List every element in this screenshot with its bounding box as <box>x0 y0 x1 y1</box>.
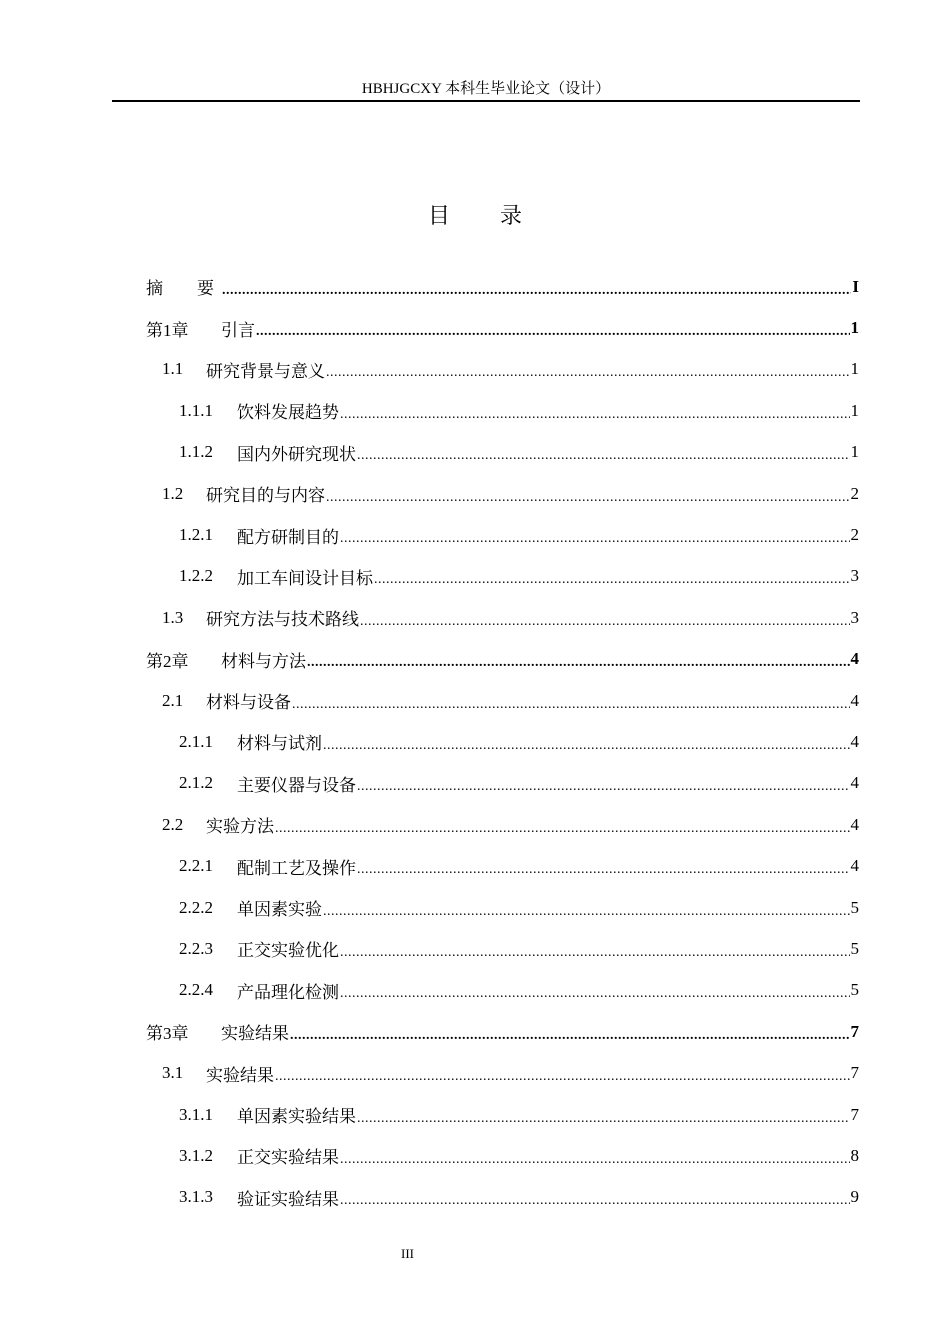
toc-entry-title: 国内外研究现状 <box>237 444 356 464</box>
toc-entry-number: 1.3 <box>162 607 184 627</box>
page-number: III <box>401 1246 414 1261</box>
toc-dot-leader <box>340 527 850 547</box>
toc-entry-page: 4 <box>850 773 859 793</box>
header-divider <box>112 100 860 102</box>
toc-dot-leader <box>323 734 850 754</box>
toc-dot-leader <box>357 1107 850 1127</box>
toc-dot-leader <box>307 651 850 671</box>
toc-entry-page: 1 <box>850 442 859 462</box>
toc-entry-number: 2.2.2 <box>179 897 213 917</box>
toc-entry-page: 5 <box>850 897 859 917</box>
toc-dot-leader <box>357 858 850 878</box>
toc-entry[interactable] <box>146 763 859 804</box>
toc-entry-number: 第3章 <box>146 1024 189 1044</box>
toc-entry[interactable] <box>146 639 859 680</box>
toc-entry-page: I <box>852 276 859 296</box>
toc-entry-page: 1 <box>850 359 859 379</box>
toc-entry-number: 2.2.4 <box>179 980 213 1000</box>
toc-dot-leader <box>374 568 850 588</box>
toc-entry-page: 7 <box>850 1104 859 1124</box>
toc-entry[interactable] <box>146 307 859 348</box>
toc-entry-number: 第2章 <box>146 651 189 671</box>
toc-entry-title: 研究背景与意义 <box>206 361 325 381</box>
toc-entry[interactable] <box>146 556 859 597</box>
toc-dot-leader <box>292 693 850 713</box>
toc-dot-leader <box>340 941 850 961</box>
toc-entry[interactable] <box>146 266 859 307</box>
toc-dot-leader <box>357 775 850 795</box>
toc-dot-leader <box>256 320 850 340</box>
toc-entry-number: 2.2 <box>162 814 184 834</box>
toc-entry[interactable] <box>146 928 859 969</box>
toc-entry-number: 3.1.3 <box>179 1187 213 1207</box>
toc-entry-number: 3.1 <box>162 1063 184 1083</box>
toc-entry-title: 引言 <box>221 320 255 340</box>
toc-title-char: 录 <box>500 204 523 229</box>
toc-entry-page: 4 <box>850 856 859 876</box>
toc-entry-title: 单因素实验结果 <box>237 1107 356 1126</box>
toc-entry-number: 1.2.1 <box>179 525 213 545</box>
toc-entry[interactable] <box>146 1011 859 1052</box>
page-header: HBHJGCXY 本科生毕业论文（设计） <box>361 81 611 97</box>
toc-title <box>0 199 950 230</box>
toc-dot-leader <box>340 403 850 423</box>
toc-entry[interactable] <box>146 1094 859 1135</box>
toc-entry[interactable] <box>146 1177 859 1218</box>
toc-dot-leader <box>340 1189 850 1209</box>
toc-entry-title: 实验结果 <box>206 1065 274 1085</box>
toc-entry-title: 材料与方法 <box>221 651 306 671</box>
toc-dot-leader <box>340 982 850 1002</box>
toc-entry-page: 2 <box>850 525 859 545</box>
toc-entry-title: 材料与试剂 <box>237 734 322 754</box>
toc-entry-number: 第1章 <box>146 320 189 340</box>
toc-entry-title: 验证实验结果 <box>237 1189 339 1209</box>
toc-entry-title: 配方研制目的 <box>237 527 339 547</box>
toc-entry-page: 2 <box>850 483 859 503</box>
toc-entry-page: 5 <box>850 980 859 1000</box>
toc-entry[interactable] <box>146 1052 859 1093</box>
toc-entry[interactable] <box>146 597 859 638</box>
toc-entry[interactable] <box>146 390 859 431</box>
toc-entry-title: 研究目的与内容 <box>206 486 325 506</box>
toc-entry-title: 材料与设备 <box>206 693 291 713</box>
toc-entry-number: 1.1.2 <box>179 442 213 462</box>
table-of-contents <box>146 266 859 1218</box>
toc-entry-title: 研究方法与技术路线 <box>206 610 359 630</box>
toc-entry-number: 摘 要 <box>146 279 214 299</box>
toc-entry-number: 2.2.3 <box>179 938 213 958</box>
toc-entry[interactable] <box>146 887 859 928</box>
toc-entry-page: 7 <box>850 1021 859 1041</box>
toc-entry-number: 1.2.2 <box>179 566 213 586</box>
toc-entry[interactable] <box>146 970 859 1011</box>
toc-entry-number: 2.1.1 <box>179 731 213 751</box>
toc-entry[interactable] <box>146 845 859 886</box>
toc-entry-number: 3.1.2 <box>179 1145 213 1165</box>
toc-entry[interactable] <box>146 514 859 555</box>
toc-entry[interactable] <box>146 804 859 845</box>
toc-dot-leader <box>222 279 851 299</box>
toc-entry-page: 3 <box>850 566 859 586</box>
toc-entry[interactable] <box>146 721 859 762</box>
toc-entry-title: 饮料发展趋势 <box>237 403 339 423</box>
toc-entry-number: 1.1.1 <box>179 400 213 420</box>
toc-entry-page: 1 <box>850 318 859 338</box>
toc-dot-leader <box>323 900 850 920</box>
toc-dot-leader <box>357 444 850 464</box>
toc-dot-leader <box>275 817 850 837</box>
toc-entry-number: 2.1.2 <box>179 773 213 793</box>
toc-entry-page: 4 <box>850 649 859 669</box>
toc-entry-title: 实验方法 <box>206 817 274 837</box>
toc-entry-page: 4 <box>850 731 859 751</box>
toc-entry[interactable] <box>146 473 859 514</box>
toc-entry-page: 5 <box>850 938 859 958</box>
toc-entry[interactable] <box>146 680 859 721</box>
toc-title-char: 目 <box>427 204 450 229</box>
toc-entry-title: 产品理化检测 <box>237 982 339 1002</box>
toc-entry-title: 正交实验优化 <box>237 941 339 961</box>
toc-entry-title: 单因素实验 <box>237 900 322 920</box>
toc-entry-page: 8 <box>850 1145 859 1165</box>
toc-entry-page: 9 <box>850 1187 859 1207</box>
toc-dot-leader <box>275 1065 850 1085</box>
toc-entry[interactable] <box>146 349 859 390</box>
toc-entry-page: 3 <box>850 607 859 627</box>
toc-entry-title: 实验结果 <box>221 1024 289 1044</box>
toc-entry-title: 正交实验结果 <box>237 1148 339 1168</box>
toc-entry-number: 1.1 <box>162 359 184 379</box>
toc-entry-page: 4 <box>850 814 859 834</box>
toc-entry-number: 2.2.1 <box>179 856 213 876</box>
toc-dot-leader <box>326 486 850 506</box>
toc-dot-leader <box>360 610 850 630</box>
toc-dot-leader <box>340 1148 850 1168</box>
toc-entry[interactable] <box>146 432 859 473</box>
toc-entry-number: 2.1 <box>162 690 184 710</box>
toc-entry-title: 加工车间设计目标 <box>237 568 373 588</box>
toc-entry-page: 7 <box>850 1063 859 1083</box>
toc-entry[interactable] <box>146 1135 859 1176</box>
toc-entry-page: 1 <box>850 400 859 420</box>
toc-entry-number: 1.2 <box>162 483 184 503</box>
toc-entry-title: 配制工艺及操作 <box>237 858 356 878</box>
toc-dot-leader <box>290 1024 850 1044</box>
toc-entry-number: 3.1.1 <box>179 1104 213 1124</box>
toc-entry-page: 4 <box>850 690 859 710</box>
toc-entry-title: 主要仪器与设备 <box>237 775 356 795</box>
toc-dot-leader <box>326 361 850 381</box>
